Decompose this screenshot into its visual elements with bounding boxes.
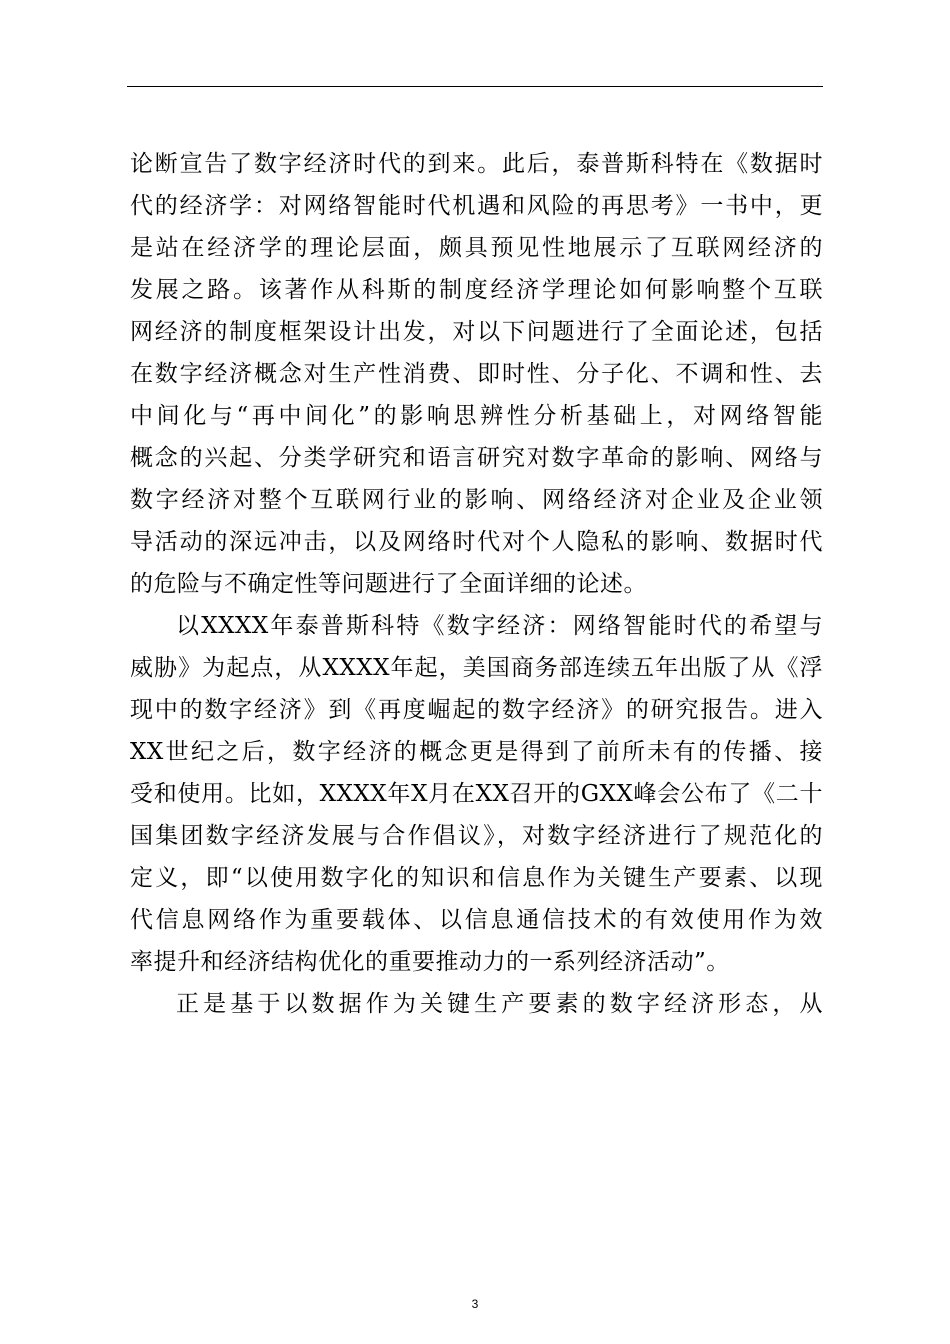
text-line: 现中的数字经济》到《再度崛起的数字经济》的研究报告。进入 [130, 697, 823, 723]
text-line: XX世纪之后，数字经济的概念更是得到了前所未有的传播、接 [130, 739, 823, 765]
header-rule [127, 86, 823, 87]
text-line: 的危险与不确定性等问题进行了全面详细的论述。 [130, 571, 647, 597]
text-line: 数字经济对整个互联网行业的影响、网络经济对企业及企业领 [130, 487, 823, 513]
text-line: 率提升和经济结构优化的重要推动力的一系列经济活动”。 [130, 949, 730, 975]
text-line: 是站在经济学的理论层面，颇具预见性地展示了互联网经济的 [130, 235, 823, 261]
text-line: 威胁》为起点，从XXXX年起，美国商务部连续五年出版了从《浮 [130, 655, 823, 681]
text-line: 论断宣告了数字经济时代的到来。此后，泰普斯科特在《数据时 [130, 151, 823, 177]
text-line: 以XXXX年泰普斯科特《数字经济：网络智能时代的希望与 [176, 613, 823, 639]
text-line: 代信息网络作为重要载体、以信息通信技术的有效使用作为效 [130, 907, 823, 933]
text-line: 国集团数字经济发展与合作倡议》，对数字经济进行了规范化的 [130, 823, 823, 849]
text-line: 受和使用。比如，XXXX年X月在XX召开的GXX峰会公布了《二十 [130, 781, 823, 807]
page-number: 3 [471, 1297, 479, 1311]
text-line: 定义，即“以使用数字化的知识和信息作为关键生产要素、以现 [130, 865, 823, 891]
document-body [130, 143, 823, 1025]
paragraph-2 [130, 605, 823, 983]
text-line: 概念的兴起、分类学研究和语言研究对数字革命的影响、网络与 [130, 445, 823, 471]
paragraph-3 [130, 983, 823, 1025]
text-line: 导活动的深远冲击，以及网络时代对个人隐私的影响、数据时代 [130, 529, 823, 555]
text-line: 正是基于以数据作为关键生产要素的数字经济形态，从 [176, 991, 823, 1017]
text-line: 网经济的制度框架设计出发，对以下问题进行了全面论述，包括 [130, 319, 823, 345]
text-line: 发展之路。该著作从科斯的制度经济学理论如何影响整个互联 [130, 277, 823, 303]
text-line: 中间化与“再中间化”的影响思辨性分析基础上，对网络智能 [130, 403, 823, 429]
text-line: 在数字经济概念对生产性消费、即时性、分子化、不调和性、去 [130, 361, 823, 387]
paragraph-1 [130, 143, 823, 605]
text-line: 代的经济学：对网络智能时代机遇和风险的再思考》一书中，更 [130, 193, 823, 219]
